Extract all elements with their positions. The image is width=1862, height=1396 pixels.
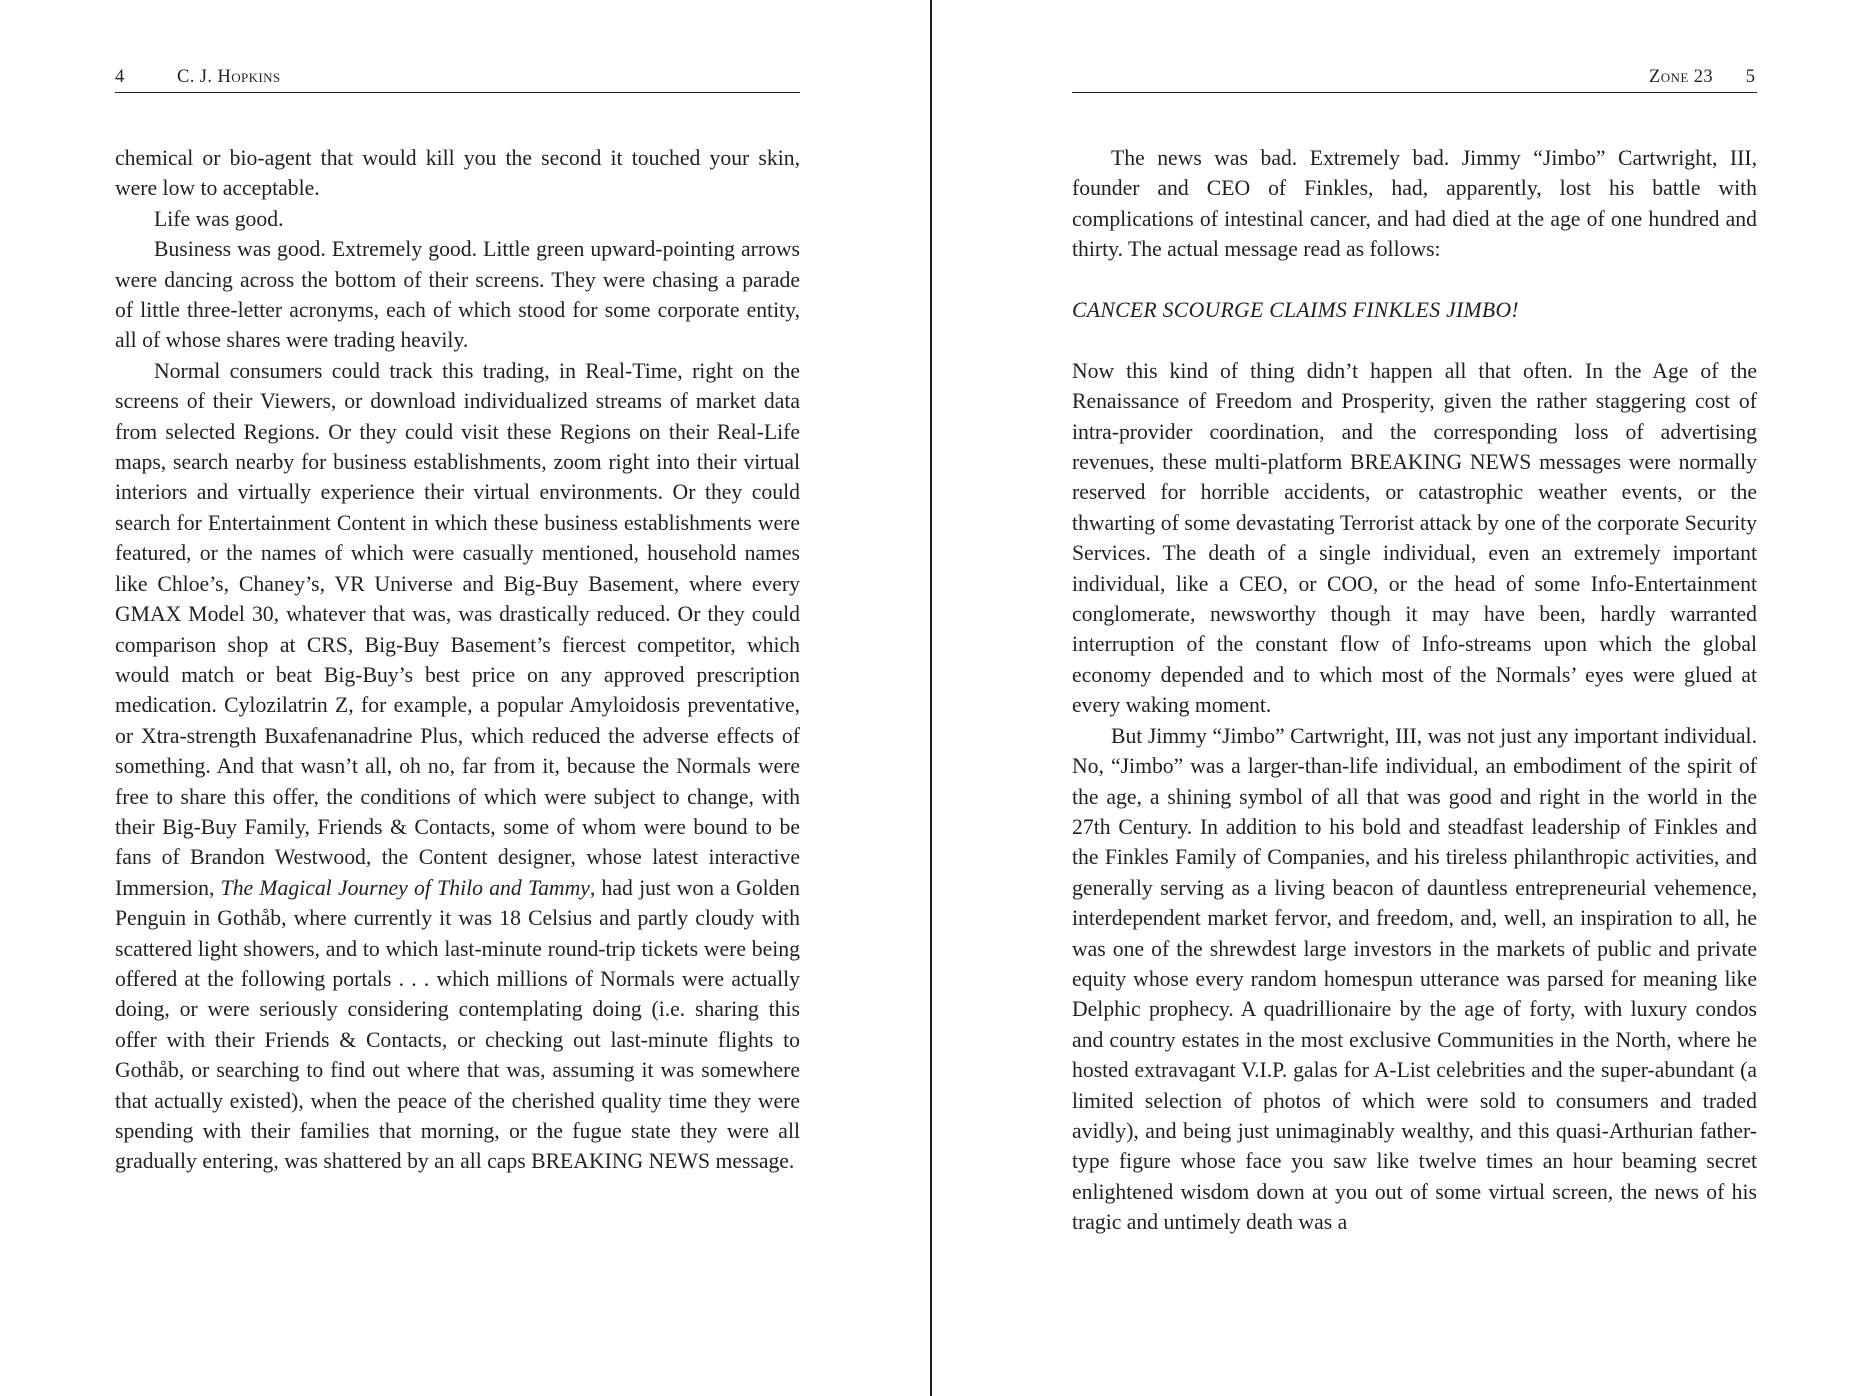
paragraph: chemical or bio-agent that would kill you the second it touched your skin, were low to acceptable. (115, 146, 800, 201)
breaking-news-headline: CANCER SCOURGE CLAIMS FINKLES JIMBO! (1072, 298, 1519, 323)
paragraph: Life was good. (154, 206, 284, 231)
page-number-right: 5 (1745, 67, 1755, 87)
book-title-italic: The Magical Journey of Thilo and Tammy (220, 875, 590, 900)
book-spine-divider (930, 0, 932, 1396)
paragraph: But Jimmy “Jimbo” Cartwright, III, was not just any important individual. No, “Jimbo” was a larger-than-life individual, an embodiment of the spirit of the age, a shining symbol of all that was good and right in the world in the 27th Century. In addition to his bold and steadfast leadership of Finkles and the Finkles Family of Companies, and his tireless philanthropic activities, and generally serving as a living beacon of dauntless entrepreneurial vehemence, interdependent market fervor, and freedom, and, well, an inspiration to all, he was one of the shrewdest large investors in the markets of public and private equity whose every random homespun utterance was parsed for meaning like Delphic prophecy. A quadrillionaire by the age of forty, with luxury condos and country estates in the most exclusive Communities in the North, where he hosted extravagant V.I.P. galas for A-List celebrities and the super-abundant (a limited selection of photos of which were sold to consumers and traded avidly), and being just unimaginably wealthy, and this quasi-Arthurian father-type figure whose face you saw like twelve times an hour beaming secret enlightened wisdom down at you out of some virtual screen, the news of his tragic and untimely death was a (1072, 723, 1757, 1235)
paragraph-text: , had just won a Golden Penguin in Gothåb, where currently it was 18 Celsius and partly cloudy with scattered light showers, and to which last-minute round-trip tickets were being offered at the following portals . . . which millions of Normals were actually doing, or were seriously considering contemplating doing (i.e. sharing this offer with their Friends & Contacts, or checking out last-minute flights to Gothåb, or searching to find out where that was, assuming it was somewhere that actually existed), when the peace of the cherished quality time they were spending with their families that morning, or the fugue state they were all gradually entering, was shattered by an all caps BREAKING NEWS message. (115, 875, 800, 1174)
paragraph-text: Normal consumers could track this trading, in Real-Time, right on the screens of their Viewers, or download individualized streams of market data from selected Regions. Or they could visit these Regions on their Real-Life maps, search nearby for business establishments, zoom right into their virtual interiors and virtually experience their virtual environments. Or they could search for Entertainment Content in which these business establishments were featured, or the names of which were casually mentioned, household names like Chloe’s, Chaney’s, VR Universe and Big-Buy Basement, where every GMAX Model 30, whatever that was, was drastically reduced. Or they could comparison shop at CRS, Big-Buy Basement’s fiercest competitor, which would match or beat Big-Buy’s best price on any approved prescription medication. Cylozilatrin Z, for example, a popular Amyloidosis preventative, or Xtra-strength Buxafenanadrine Plus, which reduced the adverse effects of something. And that wasn’t all, oh no, far from it, because the Normals were free to share this offer, the conditions of which were subject to change, with their Big-Buy Family, Friends & Contacts, some of whom were bound to be fans of Brandon Westwood, the Content designer, whose latest interactive Immersion, (115, 358, 800, 900)
page-number-left: 4 (115, 67, 125, 87)
paragraph: Now this kind of thing didn’t happen all that often. In the Age of the Renaissance of Freedom and Prosperity, given the rather staggering cost of intra-provider coordination, and the corresponding loss of advertising revenues, these multi-platform BREAKING NEWS messages were normally reserved for horrible accidents, or catastrophic weather events, or the thwarting of some devastating Terrorist attack by one of the corporate Security Services. The death of a single individual, even an extremely important individual, like a CEO, or COO, or the head of some Info-Entertainment conglomerate, newsworthy though it may have been, hardly warranted interruption of the constant flow of Info-streams upon which the global economy depended and to which most of the Normals’ eyes were glued at every waking moment. (1072, 358, 1757, 718)
paragraph: Business was good. Extremely good. Little green upward-pointing arrows were dancing across the bottom of their screens. They were chasing a parade of little three-letter acronyms, each of which stood for some corporate entity, all of whose shares were trading heavily. (115, 237, 800, 353)
running-head-left (115, 62, 800, 93)
left-page-body (115, 143, 800, 1177)
running-title-book: Zone 23 (1649, 67, 1713, 87)
right-page-body (1072, 143, 1757, 1238)
paragraph: The news was bad. Extremely bad. Jimmy “Jimbo” Cartwright, III, founder and CEO of Finkles, had, apparently, lost his battle with complications of intestinal cancer, and had died at the age of one hundred and thirty. The actual message read as follows: (1072, 146, 1757, 262)
paragraph (115, 356, 800, 1177)
running-title-author: C. J. Hopkins (177, 67, 281, 87)
running-head-right (1072, 62, 1757, 93)
